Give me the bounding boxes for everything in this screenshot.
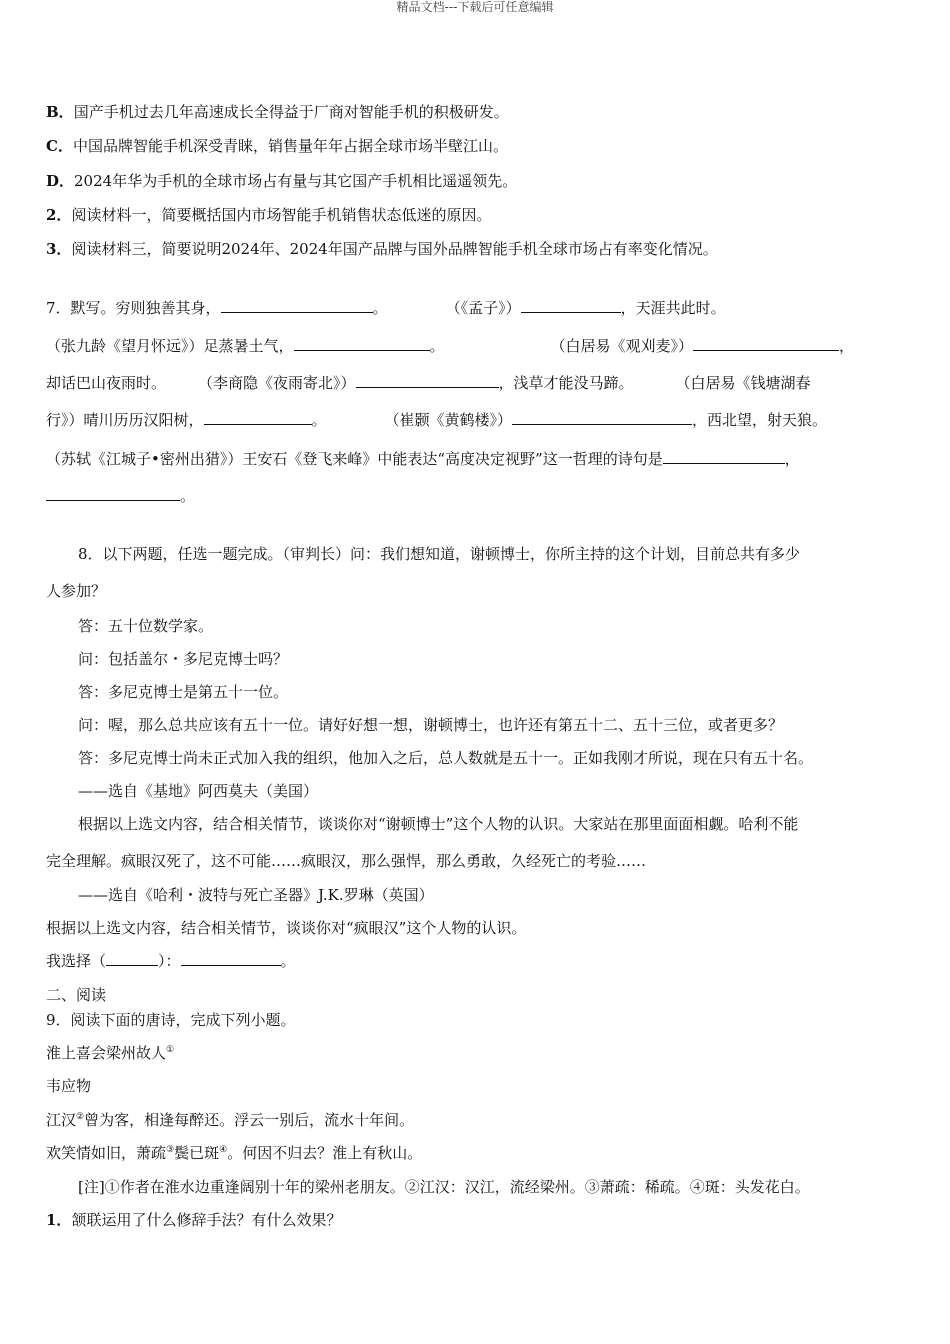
q8-answer-3: 答：多尼克博士尚未正式加入我的组织，他加入之后，总人数就是五十一。正如我刚才所说，现在只有五十名。 xyxy=(78,749,814,767)
q7-prompt: 7．默写。穷则独善其身， xyxy=(46,299,221,317)
q9-sub-1-text: 颔联运用了什么修辞手法？有什么效果？ xyxy=(71,1211,342,1229)
answer-blank[interactable] xyxy=(181,951,281,966)
q8-prompt-2: 根据以上选文内容，结合相关情节，谈谈你对“疯眼汉”这个人物的认识。 xyxy=(46,919,527,937)
q8-source-1: ——选自《基地》阿西莫夫（美国） xyxy=(78,782,319,800)
choice-blank[interactable] xyxy=(106,951,158,966)
option-b xyxy=(46,102,509,122)
poem-text: 欢笑情如旧，萧疏 xyxy=(46,1144,167,1162)
q7-source-bai: （白居易《观刈麦》） xyxy=(550,337,694,355)
q8-choice-colon: ）： xyxy=(158,952,181,970)
q8-answer-2: 答：多尼克博士是第五十一位。 xyxy=(78,683,289,701)
poem-notes: [注]①作者在淮水边重逢阔别十年的梁州老朋友。②江汉：汉江，流经梁州。③萧疏：稀疏。④斑：头发花白。 xyxy=(78,1178,810,1196)
poem-line-1 xyxy=(46,1110,414,1130)
q8-choice-line xyxy=(46,951,296,971)
q8-prompt-1: 根据以上选文内容，结合相关情节，谈谈你对“谢顿博士”这个人物的认识。大家站在那里面面相觑。哈利不能 xyxy=(78,815,799,833)
poem-author: 韦应物 xyxy=(46,1077,92,1095)
q7-punct: 。 xyxy=(372,299,388,317)
q8-source-2: ——选自《哈利・波特与死亡圣器》J.K.罗琳（英国） xyxy=(78,886,434,904)
option-c xyxy=(46,136,508,156)
q7-line-5 xyxy=(46,449,800,469)
poem-line-2 xyxy=(46,1143,422,1163)
page-header: 精品文档---下载后可任意编辑 xyxy=(396,0,554,14)
q8-line-2: 人参加？ xyxy=(46,582,107,600)
q8-choice-label: 我选择（ xyxy=(46,952,107,970)
poem-text: 曾为客，相逢每醉还。浮云一别后，流水十年间。 xyxy=(84,1111,415,1129)
q7-verse: 却话巴山夜雨时。 xyxy=(46,374,167,392)
option-d-label: D． xyxy=(46,172,75,190)
q8-question-3: 问：喔，那么总共应该有五十一位。请好好想一想，谢顿博士，也许还有第五十二、五十三位，或者更多？ xyxy=(78,716,784,734)
question-3-number: 3． xyxy=(46,240,72,258)
blank-6[interactable] xyxy=(204,410,312,425)
q7-punct: 。 xyxy=(429,337,445,355)
blank-4[interactable] xyxy=(693,336,839,351)
question-2-text: 阅读材料一，简要概括国内市场智能手机销售状态低迷的原因。 xyxy=(71,206,492,224)
q7-source-cui: （崔颢《黄鹤楼》） xyxy=(384,411,513,429)
q7-punct: ， xyxy=(839,337,855,355)
poem-text: 江汉 xyxy=(46,1111,77,1129)
q7-verse: 行》）晴川历历汉阳树， xyxy=(46,411,204,429)
q7-verse: （张九龄《望月怀远》）足蒸暑土气， xyxy=(46,337,294,355)
option-d xyxy=(46,171,517,191)
question-2 xyxy=(46,205,491,225)
q7-source-su: （苏轼《江城子•密州出猎》）王安石《登飞来峰》中能表达“高度决定视野”这一哲理的诗句是 xyxy=(46,450,663,468)
q7-line-4 xyxy=(46,410,827,430)
q8-question-2: 问：包括盖尔・多尼克博士吗？ xyxy=(78,650,289,668)
q7-line-1 xyxy=(46,298,726,318)
section-heading-reading: 二、阅读 xyxy=(46,986,107,1004)
q8-punct: 。 xyxy=(280,952,296,970)
option-d-text: 2024年华为手机的全球市场占有量与其它国产手机相比遥遥领先。 xyxy=(74,172,518,190)
q9-intro: 9．阅读下面的唐诗，完成下列小题。 xyxy=(46,1011,296,1029)
option-c-label: C． xyxy=(46,137,73,155)
blank-7[interactable] xyxy=(512,410,692,425)
blank-5[interactable] xyxy=(356,373,499,388)
q7-source-mengzi: （《孟子》） xyxy=(445,299,521,317)
q7-line-2 xyxy=(46,336,854,356)
footnote-marker: ③ xyxy=(166,1145,175,1155)
q7-verse: ，天涯共此时。 xyxy=(620,299,726,317)
blank-2[interactable] xyxy=(521,298,621,313)
footnote-marker: ① xyxy=(166,1045,175,1055)
question-3-text: 阅读材料三，简要说明2024年、2024年国产品牌与国外品牌智能手机全球市场占有率变化情况。 xyxy=(71,240,718,258)
blank-3[interactable] xyxy=(294,336,430,351)
poem-text: 鬓已斑 xyxy=(174,1144,220,1162)
q7-punct: ， xyxy=(784,450,800,468)
q7-source-bai-2: （白居易《钱塘湖春 xyxy=(675,374,811,392)
option-b-text: 国产手机过去几年高速成长全得益于厂商对智能手机的积极研发。 xyxy=(73,103,509,121)
q7-verse: ，浅草才能没马蹄。 xyxy=(498,374,634,392)
option-c-text: 中国品牌智能手机深受青睐，销售量年年占据全球市场半壁江山。 xyxy=(72,137,508,155)
q8-answer-1: 答：五十位数学家。 xyxy=(78,617,214,635)
blank-9[interactable] xyxy=(46,486,180,501)
footnote-marker: ④ xyxy=(219,1145,228,1155)
q9-sub-1 xyxy=(46,1210,341,1230)
poem-title xyxy=(46,1043,174,1063)
q7-line-6 xyxy=(46,486,195,506)
option-b-label: B． xyxy=(46,103,74,121)
question-3 xyxy=(46,239,718,259)
blank-1[interactable] xyxy=(221,298,373,313)
question-2-number: 2． xyxy=(46,206,72,224)
q7-source-li: （李商隐《夜雨寄北》） xyxy=(198,374,356,392)
q8-line-1: 8．以下两题，任选一题完成。（审判长）问：我们想知道，谢顿博士，你所主持的这个计划，目前总共有多少 xyxy=(78,545,801,563)
q9-sub-1-number: 1． xyxy=(46,1211,72,1229)
q7-verse: ，西北望，射天狼。 xyxy=(692,411,828,429)
footnote-marker: ② xyxy=(76,1112,85,1122)
poem-title-text: 淮上喜会梁州故人 xyxy=(46,1044,167,1062)
blank-8[interactable] xyxy=(663,449,785,464)
q7-punct: 。 xyxy=(180,487,196,505)
q8-passage-2: 完全理解。疯眼汉死了，这不可能……疯眼汉，那么强悍，那么勇敢，久经死亡的考验…… xyxy=(46,852,647,870)
poem-text: 。何因不归去？淮上有秋山。 xyxy=(227,1144,423,1162)
q7-punct: 。 xyxy=(311,411,327,429)
q7-line-3 xyxy=(46,373,811,393)
